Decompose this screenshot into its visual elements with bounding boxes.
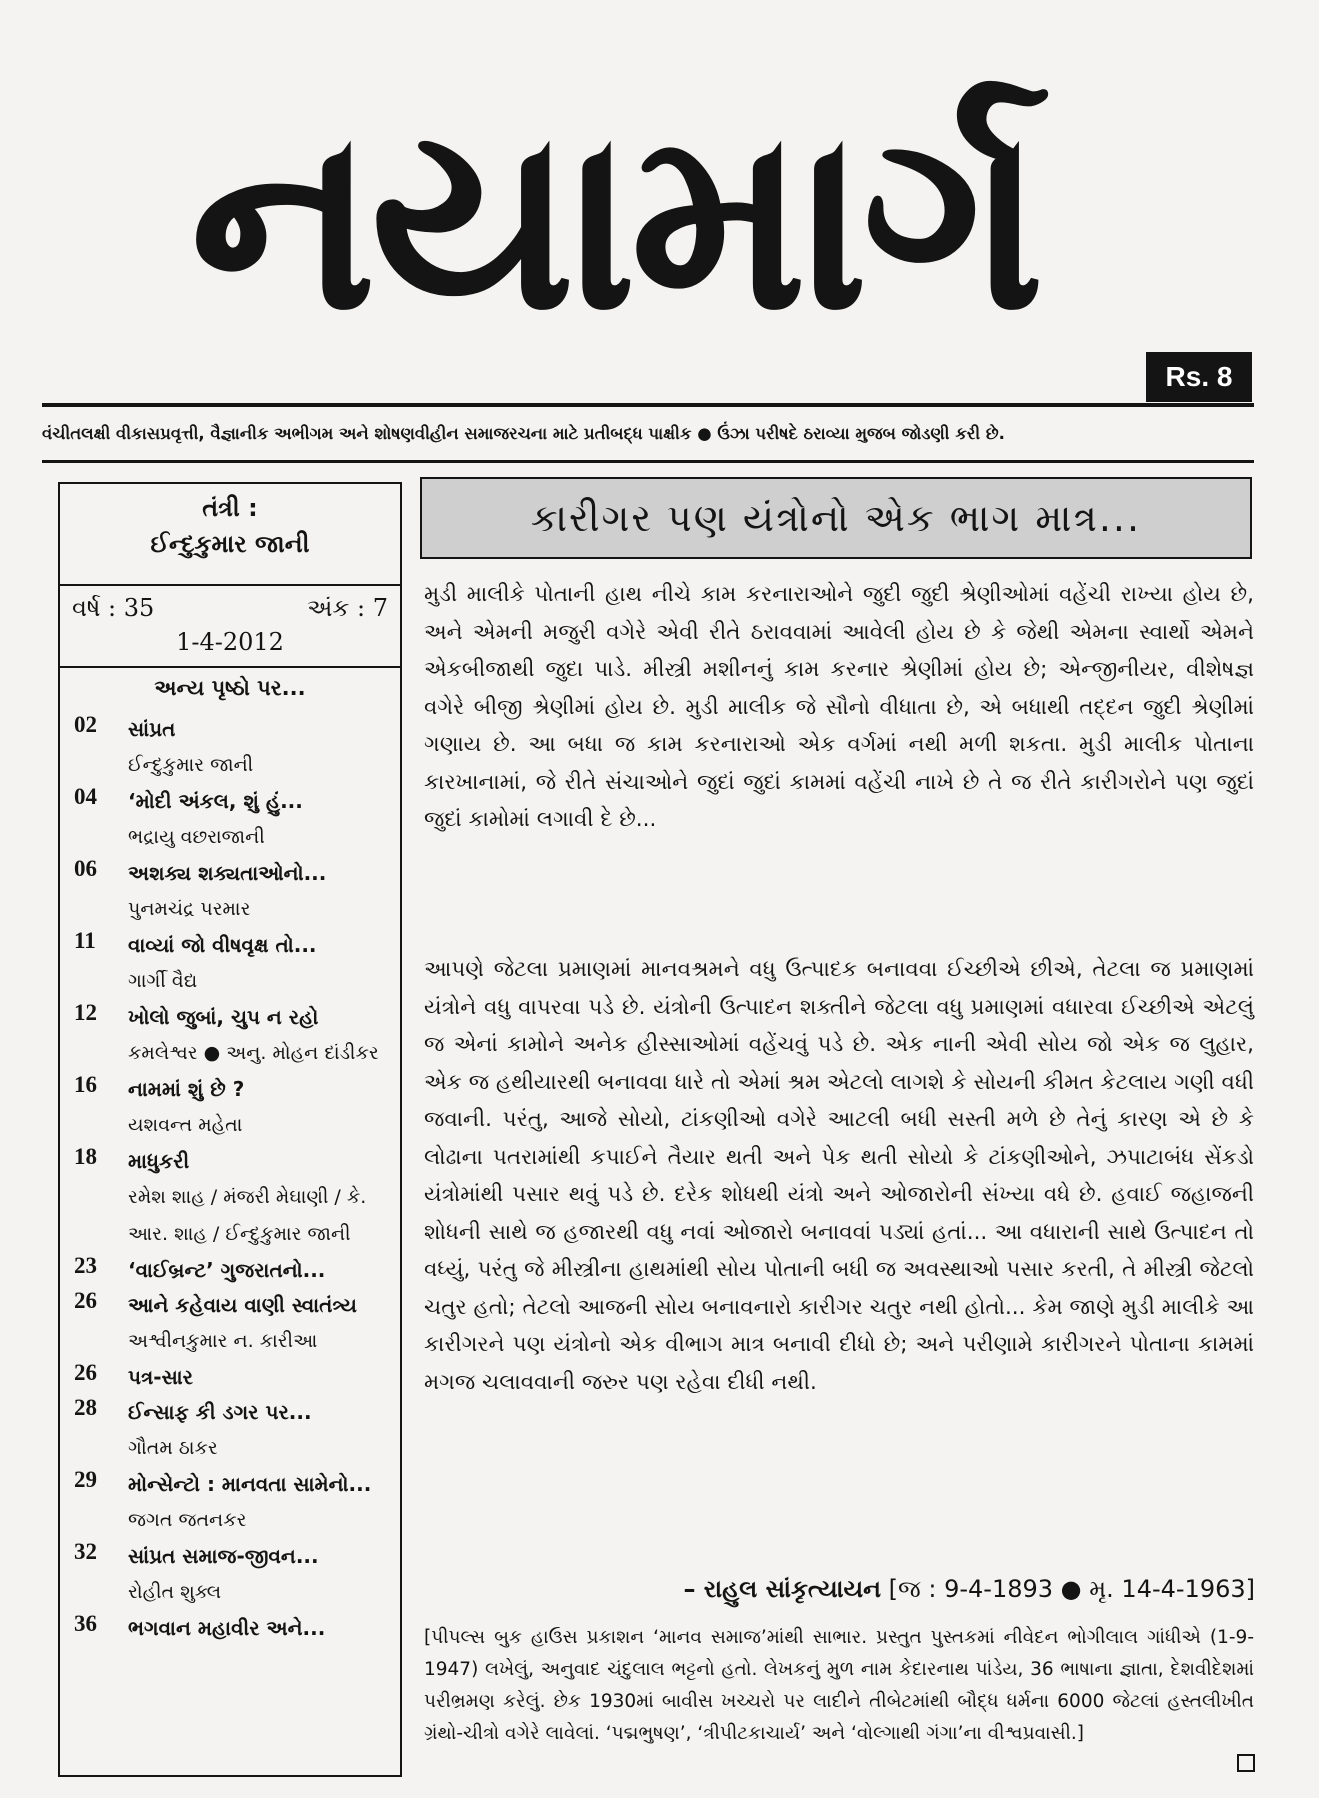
entry-page-number: 28 <box>74 1395 97 1420</box>
entry-title: મોન્સેન્ટો : માનવતા સામેનો... <box>128 1472 372 1496</box>
entry-author: યશવન્ત મહેતા <box>128 1114 243 1136</box>
entry-page-number: 04 <box>74 784 97 809</box>
entry-page-number: 32 <box>74 1539 97 1564</box>
article-paragraph-1: મુડી માલીકે પોતાની હાથ નીચે કામ કરનારાઓને જુદી જુદી શ્રેણીઓમાં વહેંચી રાખ્યા હોય છે, અને એમની મજુરી વગેરે એવી રીતે ઠરાવવામાં આવેલી હોય છે કે જેથી એમના સ્વાર્થો એમને એકબીજાથી જુદા પાડે. મીસ્ત્રી મશીનનું કામ કરનાર શ્રેણીમાં હોય છે; એન્જીનીયર, વીશેષજ્ઞ વગેરે બીજી શ્રેણીમાં હોય છે. મુડી માલીક જે સૌનો વીધાતા છે, એ બધાથી તદ્દન જુદી શ્રેણીમાં ગણાય છે. આ બધા જ કામ કરનારાઓ એક વર્ગમાં નથી મળી શકતા. મુડી માલીક પોતાના કારખાનામાં, જે રીતે સંચાઓને જુદાં જુદાં કામમાં વહેંચી નાખે છે તે જ રીતે કારીગરોને પણ જુદાં જુદાં કામોમાં લગાવી દે છે... <box>424 582 1254 832</box>
entry-page-number: 26 <box>74 1288 97 1313</box>
contents-entry <box>60 1000 400 1072</box>
top-rule <box>42 403 1254 407</box>
contents-entry <box>60 712 400 784</box>
entry-title: અશક્ય શક્યતાઓનો... <box>128 861 327 885</box>
tagline-rule <box>42 460 1254 463</box>
entry-author: પુનમચંદ્ર પરમાર <box>128 898 251 920</box>
entry-page-number: 26 <box>74 1360 97 1385</box>
editor-box <box>60 484 400 586</box>
issue-number: અંક : 7 <box>307 594 388 622</box>
entry-page-number: 11 <box>74 928 96 953</box>
entry-title: ખોલો જુબાં, ચુપ ન રહો <box>128 1005 319 1029</box>
contents-entry <box>60 1467 400 1539</box>
entry-title: ‘મોદી અંકલ, શું હું... <box>128 789 303 813</box>
contents-entry <box>60 1360 400 1395</box>
entry-page-number: 36 <box>74 1611 97 1636</box>
contents-sidebar <box>58 482 402 1777</box>
contents-entry <box>60 928 400 1000</box>
entry-author: જગત જતનકર <box>128 1509 247 1531</box>
author-dates: [જ : 9-4-1893 ● મૃ. 14-4-1963] <box>888 1575 1255 1603</box>
contents-entry <box>60 1288 400 1360</box>
entry-page-number: 12 <box>74 1000 97 1025</box>
contents-entry <box>60 1395 400 1467</box>
issue-date: 1-4-2012 <box>176 628 284 656</box>
entry-title: વાવ્યાં જો વીષવૃક્ષ તો... <box>128 933 317 957</box>
contents-entry <box>60 784 400 856</box>
contents-list <box>60 712 400 1646</box>
entry-title: સાંપ્રત <box>128 717 176 741</box>
contents-entry <box>60 1611 400 1646</box>
editor-name: ઈન્દુકુમાર જાની <box>150 530 310 558</box>
tagline: વંચીતલક્ષી વીકાસપ્રવૃત્તી, વૈજ્ઞાનીક અભીગમ અને શોષણવીહીન સમાજરચના માટે પ્રતીબદ્ધ પાક્ષીક ● ઉંઝા પરીષદે ઠરાવ્યા મુજબ જોડણી કરી છે. <box>42 424 1005 443</box>
entry-author: ભદ્રાયુ વછરાજાની <box>128 826 265 848</box>
entry-author: ગાર્ગી વૈદ્ય <box>128 970 198 992</box>
masthead-title: નયામાર્ગ <box>190 74 1039 365</box>
entry-title: આને કહેવાય વાણી સ્વાતંત્ર્ય <box>128 1293 357 1317</box>
author-line <box>683 1575 1255 1603</box>
editor-label: તંત્રી : <box>202 494 258 522</box>
contents-entry <box>60 1539 400 1611</box>
entry-page-number: 16 <box>74 1072 97 1097</box>
entry-page-number: 06 <box>74 856 97 881</box>
volume-year: વર્ષ : 35 <box>72 594 155 622</box>
contents-entry <box>60 1253 400 1288</box>
contents-heading: અન્ય પૃષ્ઠો પર... <box>154 676 306 700</box>
article-paragraph-2: આપણે જેટલા પ્રમાણમાં માનવશ્રમને વધુ ઉત્પાદક બનાવવા ઈચ્છીએ છીએ, તેટલા જ પ્રમાણમાં યંત્રોને વધુ વાપરવા પડે છે. યંત્રોની ઉત્પાદન શક્તીને જેટલા વધુ પ્રમાણમાં વધારવા ઈચ્છીએ એટલું જ એનાં કામોને અનેક હીસ્સાઓમાં વહેંચવું પડે છે. એક નાની એવી સોય જો એક જ લુહાર, એક જ હથીયારથી બનાવવા ધારે તો એમાં શ્રમ એટલો લાગશે કે સોયની કીમત કેટલાય ગણી વધી જવાની. પરંતુ, આજે સોયો, ટાંકણીઓ વગેરે આટલી બધી સસ્તી મળે છે તેનું કારણ એ છે કે લોઢાના પતરામાંથી કપાઈને તૈયાર થતી અને પેક થતી સોયો કે ટાંકણીઓને, ઝપાટાબંધ સેંકડો યંત્રોમાંથી પસાર થવું પડે છે. દરેક શોધથી યંત્રો અને ઓજારોની સંખ્યા વધે છે. હવાઈ જહાજની શોધની સાથે જ હજારથી વધુ નવાં ઓજારો બનાવવાં પડ્યાં હતાં... આ વધારાની સાથે ઉત્પાદન તો વધ્યું, પરંતુ જે મીસ્ત્રીના હાથમાંથી સોય પોતાની બધી જ અવસ્થાઓ પસાર કરતી, તે મીસ્ત્રી જેટલો ચતુર હતો; તેટલો આજની સોય બનાવનારો કારીગર ચતુર નથી હોતો... કેમ જાણે મુડી માલીકે આ કારીગરને પણ યંત્રોનો એક વીભાગ માત્ર બનાવી દીધો છે; અને પરીણામે કારીગરને પોતાના કામમાં મગજ ચલાવવાની જરુર પણ રહેવા દીધી નથી. <box>424 957 1254 1395</box>
issue-box <box>60 586 400 668</box>
entry-author: ગૌતમ ઠાકર <box>128 1437 218 1459</box>
end-mark-icon <box>1237 1754 1255 1772</box>
entry-title: ‘વાઈબ્રન્ટ’ ગુજરાતનો... <box>128 1258 326 1282</box>
entry-page-number: 23 <box>74 1253 97 1278</box>
entry-page-number: 18 <box>74 1144 97 1169</box>
entry-page-number: 02 <box>74 712 97 737</box>
entry-title: સાંપ્રત સમાજ-જીવન... <box>128 1544 319 1568</box>
article-headline: કારીગર પણ યંત્રોનો એક ભાગ માત્ર... <box>420 477 1252 559</box>
author-name: – રાહુલ સાંકૃત્યાયન <box>683 1575 882 1603</box>
entry-author: રોહીત શુક્લ <box>128 1581 222 1603</box>
contents-entry <box>60 1144 400 1253</box>
entry-author: કમલેશ્વર ● અનુ. મોહન દાંડીકર <box>128 1042 379 1064</box>
entry-author: ઈન્દુકુમાર જાની <box>128 754 254 776</box>
price-badge: Rs. 8 <box>1146 352 1252 402</box>
contents-entry <box>60 856 400 928</box>
entry-title: ઈન્સાફ કી ડગર પર... <box>128 1400 312 1424</box>
entry-title: નામમાં શું છે ? <box>128 1077 245 1101</box>
entry-title: માધુકરી <box>128 1149 190 1173</box>
contents-entry <box>60 1072 400 1144</box>
entry-title: પત્ર-સાર <box>128 1365 194 1389</box>
source-note: [પીપલ્સ બુક હાઉસ પ્રકાશન ‘માનવ સમાજ’માંથી સાભાર. પ્રસ્તુત પુસ્તકમાં નીવેદન ભોગીલાલ ગાંધીએ (1-9-1947) લખેલું, અનુવાદ ચંદુલાલ ભટ્ટનો હતો. લેખકનું મુળ નામ કેદારનાથ પાંડેય, 36 ભાષાના જ્ઞાતા, દેશવીદેશમાં પરીભ્રમણ કરેલું. છેક 1930માં બાવીસ ખચ્ચરો પર લાદીને તીબેટમાંથી બૌદ્ધ ધર્મના 6000 જેટલાં હસ્તલીખીત ગ્રંથો-ચીત્રો વગેરે લાવેલાં. ‘પદ્મભુષણ’, ‘ત્રીપીટકાચાર્ય’ અને ‘વોલ્ગાથી ગંગા’ના વીશ્વપ્રવાસી.] <box>424 1627 1254 1744</box>
entry-title: ભગવાન મહાવીર અને... <box>128 1616 326 1640</box>
entry-page-number: 29 <box>74 1467 97 1492</box>
entry-author: અશ્વીનકુમાર ન. કારીઆ <box>128 1330 318 1352</box>
entry-author: રમેશ શાહ / મંજરી મેઘાણી / કે. આર. શાહ / ઈન્દુકુમાર જાની <box>128 1186 367 1245</box>
